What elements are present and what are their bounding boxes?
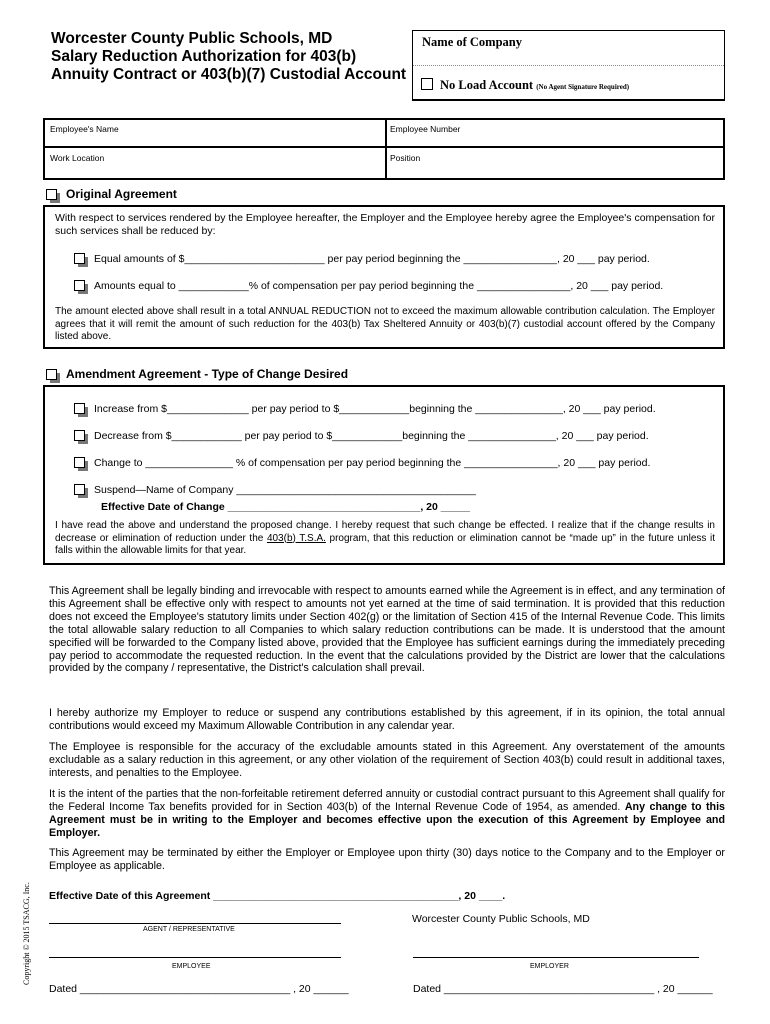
effective-date-agreement[interactable] [49, 890, 505, 902]
no-load-label: No Load Account [440, 78, 534, 92]
increase-checkbox[interactable] [74, 403, 85, 414]
no-load-option[interactable] [421, 78, 629, 93]
amendment-heading[interactable] [46, 367, 348, 381]
no-load-note: (No Agent Signature Required) [536, 83, 630, 91]
decrease-text: Decrease from $____________ per pay period to $____________beginning the _______________, 20 ___ pay period. [94, 430, 649, 442]
intent-text: It is the intent of the parties that the non-forfeitable retirement deferred annuity or custodial contract pursuant to this Agreement shall qualify for the Federal Income Tax benefits provided for in Section 403(b) of the Internal Revenue Code of 1954, as amended. [49, 788, 725, 813]
original-agreement-heading[interactable] [46, 187, 177, 201]
equal-amounts-option[interactable] [74, 253, 650, 265]
change-option[interactable] [74, 457, 650, 469]
form-title [51, 30, 411, 84]
decrease-checkbox[interactable] [74, 430, 85, 441]
company-name-label: Name of Company [422, 35, 522, 49]
dated-employee[interactable]: Dated ____________________________________ , 20 ______ [49, 983, 349, 995]
title-line-2: Salary Reduction Authorization for 403(b) [51, 48, 357, 65]
effective-agreement-blanks: __________________________________________, 20 ____. [213, 890, 506, 902]
employer-signature-line[interactable] [413, 957, 699, 958]
company-box [412, 30, 725, 101]
employee-number-field[interactable]: Employee Number [390, 124, 461, 134]
effective-change-blanks: _________________________________, 20 _____ [227, 501, 470, 513]
increase-option[interactable] [74, 403, 656, 415]
original-note: The amount elected above shall result in a total ANNUAL REDUCTION not to exceed the maximum allowable contribution calculation. The Employer agrees that it will remit the amount of such reduction for the 403(b) Tax Sheltered Annuity or 403(b)(7) custodial account offered by the Company listed above. [55, 306, 715, 342]
decrease-option[interactable] [74, 430, 649, 442]
work-location-field[interactable]: Work Location [50, 153, 105, 163]
company-name-line [413, 65, 724, 66]
paragraph-binding: This Agreement shall be legally binding and irrevocable with respect to amounts earned while the Agreement is in effect, and any termination of this Agreement shall be effective only with respect to amounts not yet earned at the time of said termination. It is provided that this reduction does not exceed the Employee's statutory limits under Section 402(g) or the limitation of Section 415 of the Internal Revenue Code. This limits the total allowable salary reduction to all Companies to which salary reduction contributions can be made. It is understood that the amount specified will be forwarded to the Company listed above, provided that the Employee has sufficient earnings during the immediately preceding pay period to accommodate the requested reduction. In the event that the calculations provided by the District are lower that the calculations provided by the company / representative, the District's calculation shall prevail. [49, 585, 725, 675]
employer-name: Worcester County Public Schools, MD [412, 913, 590, 925]
paragraph-termination: This Agreement may be terminated by either the Employer or Employee upon thirty (30) days notice to the Company and to the Employer or Employee as applicable. [49, 847, 725, 872]
agent-label: AGENT / REPRESENTATIVE [143, 926, 235, 933]
amendment-box [43, 385, 725, 565]
paragraph-responsibility: The Employee is responsible for the accuracy of the excludable amounts stated in this Agreement. Any overstatement of the amounts excludable as a salary reduction in this agreement, or any other violation of the requirement of Section 403(b) could result in additional taxes, interests, and penalties to the Employee. [49, 741, 725, 779]
amounts-equal-text: Amounts equal to ____________% of compensation per pay period beginning the ________________, 20 ___ pay period. [94, 280, 664, 292]
position-field[interactable]: Position [390, 153, 421, 163]
employee-label: EMPLOYEE [172, 963, 211, 970]
original-intro: With respect to services rendered by the Employee hereafter, the Employer and the Employee hereby agree the Employee's compensation for such services shall be reduced by: [55, 212, 715, 237]
employee-signature-line[interactable] [49, 957, 341, 958]
equal-amounts-text: Equal amounts of $________________________ per pay period beginning the ________________, 20 ___ pay period. [94, 253, 650, 265]
intent-bold-text: Any change to this Agreement must be in writing to the Employer and becomes effective upon the execution of this Agreement by Employee and Employer. [49, 800, 725, 839]
change-checkbox[interactable] [74, 457, 85, 468]
suspend-text: Suspend—Name of Company _________________________________________ [94, 484, 476, 496]
original-agreement-box [43, 205, 725, 349]
effective-agreement-label: Effective Date of this Agreement [49, 890, 211, 902]
ack-text-1: I have read the above and understand the proposed change. I hereby request that such change be effected. I realize that if the change results in decrease or elimination of reduction under the [55, 520, 715, 544]
suspend-checkbox[interactable] [74, 484, 85, 495]
agent-signature-line[interactable] [49, 923, 341, 924]
copyright-notice: Copyright © 2015 TSACG, Inc. [22, 882, 31, 985]
amendment-title: Amendment Agreement - Type of Change Desired [66, 367, 349, 381]
title-line-3: Annuity Contract or 403(b)(7) Custodial Account [51, 66, 407, 83]
no-load-checkbox[interactable] [421, 78, 433, 90]
original-agreement-title: Original Agreement [66, 187, 177, 201]
dated-employer[interactable]: Dated ____________________________________ , 20 ______ [413, 983, 713, 995]
paragraph-authorize: I hereby authorize my Employer to reduce or suspend any contributions established by this agreement, if in its opinion, the total annual contributions would exceed my Maximum Allowable Contribution in any calendar year. [49, 707, 725, 732]
paragraph-intent [49, 788, 725, 840]
suspend-option[interactable] [74, 484, 476, 496]
employer-label: EMPLOYER [530, 963, 569, 970]
ack-text-2: program, that this reduction or elimination cannot be “made up” in the future unless it falls within the allowable limits for that year. [55, 532, 715, 556]
employee-info-table [43, 118, 725, 180]
amendment-checkbox[interactable] [46, 369, 57, 380]
increase-text: Increase from $______________ per pay period to $____________beginning the _______________, 20 ___ pay period. [94, 403, 656, 415]
amendment-acknowledgement [55, 520, 715, 558]
original-agreement-checkbox[interactable] [46, 189, 57, 200]
amounts-equal-checkbox[interactable] [74, 280, 85, 291]
effective-change-label: Effective Date of Change [101, 501, 225, 513]
amounts-equal-option[interactable] [74, 280, 663, 292]
change-text: Change to _______________ % of compensation per pay period beginning the ________________, 20 ___ pay period. [94, 457, 651, 469]
effective-date-of-change[interactable] [101, 501, 470, 513]
equal-amounts-checkbox[interactable] [74, 253, 85, 264]
tsa-link: 403(b) T.S.A. [266, 532, 326, 544]
employee-name-field[interactable]: Employee's Name [50, 124, 119, 134]
title-line-1: Worcester County Public Schools, MD [51, 30, 333, 47]
